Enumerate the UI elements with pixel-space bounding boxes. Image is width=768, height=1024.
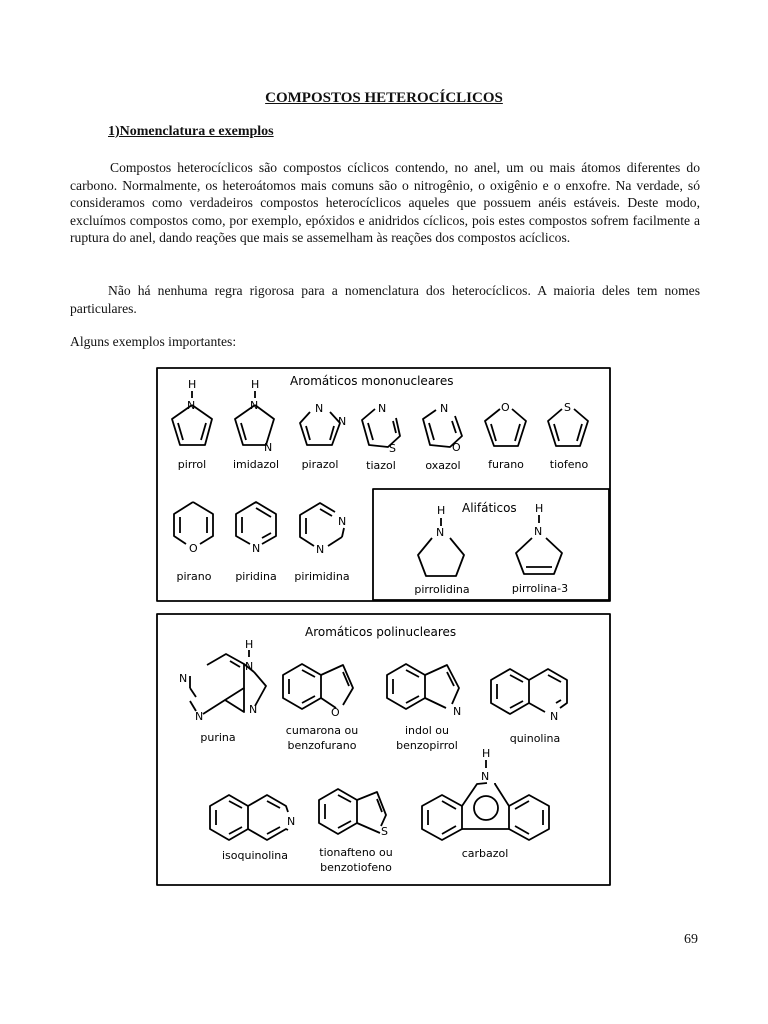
label-pirazol: pirazol bbox=[301, 458, 339, 471]
tiofeno-structure bbox=[548, 409, 588, 446]
atom-labels bbox=[179, 378, 571, 838]
svg-text:N: N bbox=[249, 703, 258, 716]
label-tiofeno: tiofeno bbox=[549, 458, 589, 471]
label-pirimidina: pirimidina bbox=[294, 570, 350, 583]
heterocycles-figure bbox=[150, 362, 614, 888]
svg-text:N: N bbox=[378, 402, 387, 415]
polynuclear-title: Aromáticos polinucleares bbox=[305, 625, 457, 639]
svg-text:O: O bbox=[452, 441, 461, 454]
label-furano: furano bbox=[488, 458, 524, 471]
label-piridina: piridina bbox=[235, 570, 277, 583]
svg-text:N: N bbox=[453, 705, 462, 718]
label-isoquinolina: isoquinolina bbox=[221, 849, 289, 862]
svg-text:H: H bbox=[245, 638, 254, 651]
section-heading: 1)Nomenclatura e exemplos bbox=[108, 124, 274, 139]
label-indol-1: indol ou bbox=[405, 724, 449, 737]
label-tionafteno-1: tionafteno ou bbox=[319, 846, 393, 859]
svg-text:N: N bbox=[338, 415, 347, 428]
svg-text:H: H bbox=[251, 378, 260, 391]
aliphatic-title: Alifáticos bbox=[462, 501, 517, 515]
pirano-structure bbox=[174, 502, 213, 544]
label-pirrolidina: pirrolidina bbox=[414, 583, 470, 596]
svg-text:N: N bbox=[316, 543, 325, 556]
svg-text:S: S bbox=[389, 442, 396, 455]
label-imidazol: imidazol bbox=[232, 458, 280, 471]
label-oxazol: oxazol bbox=[425, 459, 461, 472]
label-pirano: pirano bbox=[176, 570, 212, 583]
svg-text:N: N bbox=[252, 542, 261, 555]
indol-structure bbox=[387, 664, 459, 709]
piridina-structure bbox=[236, 502, 276, 544]
svg-text:N: N bbox=[287, 815, 296, 828]
label-pirrol: pirrol bbox=[177, 458, 207, 471]
svg-text:N: N bbox=[245, 660, 254, 673]
svg-text:N: N bbox=[440, 402, 449, 415]
tionafteno-structure bbox=[319, 789, 386, 834]
page-number: 69 bbox=[684, 932, 698, 947]
svg-text:N: N bbox=[436, 526, 445, 539]
svg-text:N: N bbox=[250, 399, 259, 412]
svg-text:N: N bbox=[264, 441, 273, 454]
label-cumarona-2: benzofurano bbox=[287, 739, 357, 752]
svg-text:O: O bbox=[189, 542, 198, 555]
svg-text:H: H bbox=[535, 502, 544, 515]
svg-text:O: O bbox=[501, 401, 510, 414]
svg-text:N: N bbox=[187, 399, 196, 412]
svg-text:O: O bbox=[331, 706, 340, 719]
label-cumarona-1: cumarona ou bbox=[285, 724, 359, 737]
svg-text:N: N bbox=[534, 525, 543, 538]
pirrolina-3-structure bbox=[516, 515, 562, 574]
label-quinolina: quinolina bbox=[509, 732, 561, 745]
svg-text:N: N bbox=[338, 515, 347, 528]
svg-text:N: N bbox=[481, 770, 490, 783]
svg-text:N: N bbox=[195, 710, 204, 723]
svg-text:S: S bbox=[564, 401, 571, 414]
label-carbazol: carbazol bbox=[461, 847, 509, 860]
svg-text:N: N bbox=[179, 672, 188, 685]
svg-text:N: N bbox=[315, 402, 324, 415]
svg-text:N: N bbox=[550, 710, 559, 723]
label-indol-2: benzopirrol bbox=[396, 739, 458, 752]
examples-intro: Alguns exemplos importantes: bbox=[70, 334, 237, 349]
label-tiazol: tiazol bbox=[366, 459, 396, 472]
label-tionafteno-2: benzotiofeno bbox=[320, 861, 392, 874]
quinolina-structure bbox=[491, 669, 567, 714]
nomenclature-paragraph: Não há nenhuma regra rigorosa para a nomenclatura dos heterocíclicos. A maioria deles tem nomes particulares. bbox=[70, 283, 700, 316]
cumarona-structure bbox=[283, 664, 353, 709]
svg-text:H: H bbox=[482, 747, 491, 760]
furano-structure bbox=[485, 409, 526, 446]
pirazol-structure bbox=[300, 412, 340, 445]
svg-text:H: H bbox=[188, 378, 197, 391]
isoquinolina-structure bbox=[210, 795, 288, 840]
mononuclear-title: Aromáticos mononucleares bbox=[290, 374, 454, 388]
page-title: COMPOSTOS HETEROCÍCLICOS bbox=[265, 90, 503, 106]
label-purina: purina bbox=[200, 731, 236, 744]
svg-text:H: H bbox=[437, 504, 446, 517]
intro-paragraph: Compostos heterocíclicos são compostos cíclicos contendo, no anel, um ou mais átomos diferentes do carbono. Normalmente, os heteroátomos mais comuns são o nitrogênio, o oxigênio e o enxofre. Na verdade, só consideramos como verdadeiros compostos heterocíclicos aqueles que possuem anéis estáveis. Deste modo, excluímos compostos como, por exemplo, epóxidos e anidridos cíclicos, pois estes compostos sofrem facilmente a ruptura do anel, dando reações que mais se assemelham às reações dos compostos acíclicos. bbox=[70, 160, 700, 245]
svg-text:S: S bbox=[381, 825, 388, 838]
label-pirrolina-3: pirrolina-3 bbox=[511, 582, 569, 595]
